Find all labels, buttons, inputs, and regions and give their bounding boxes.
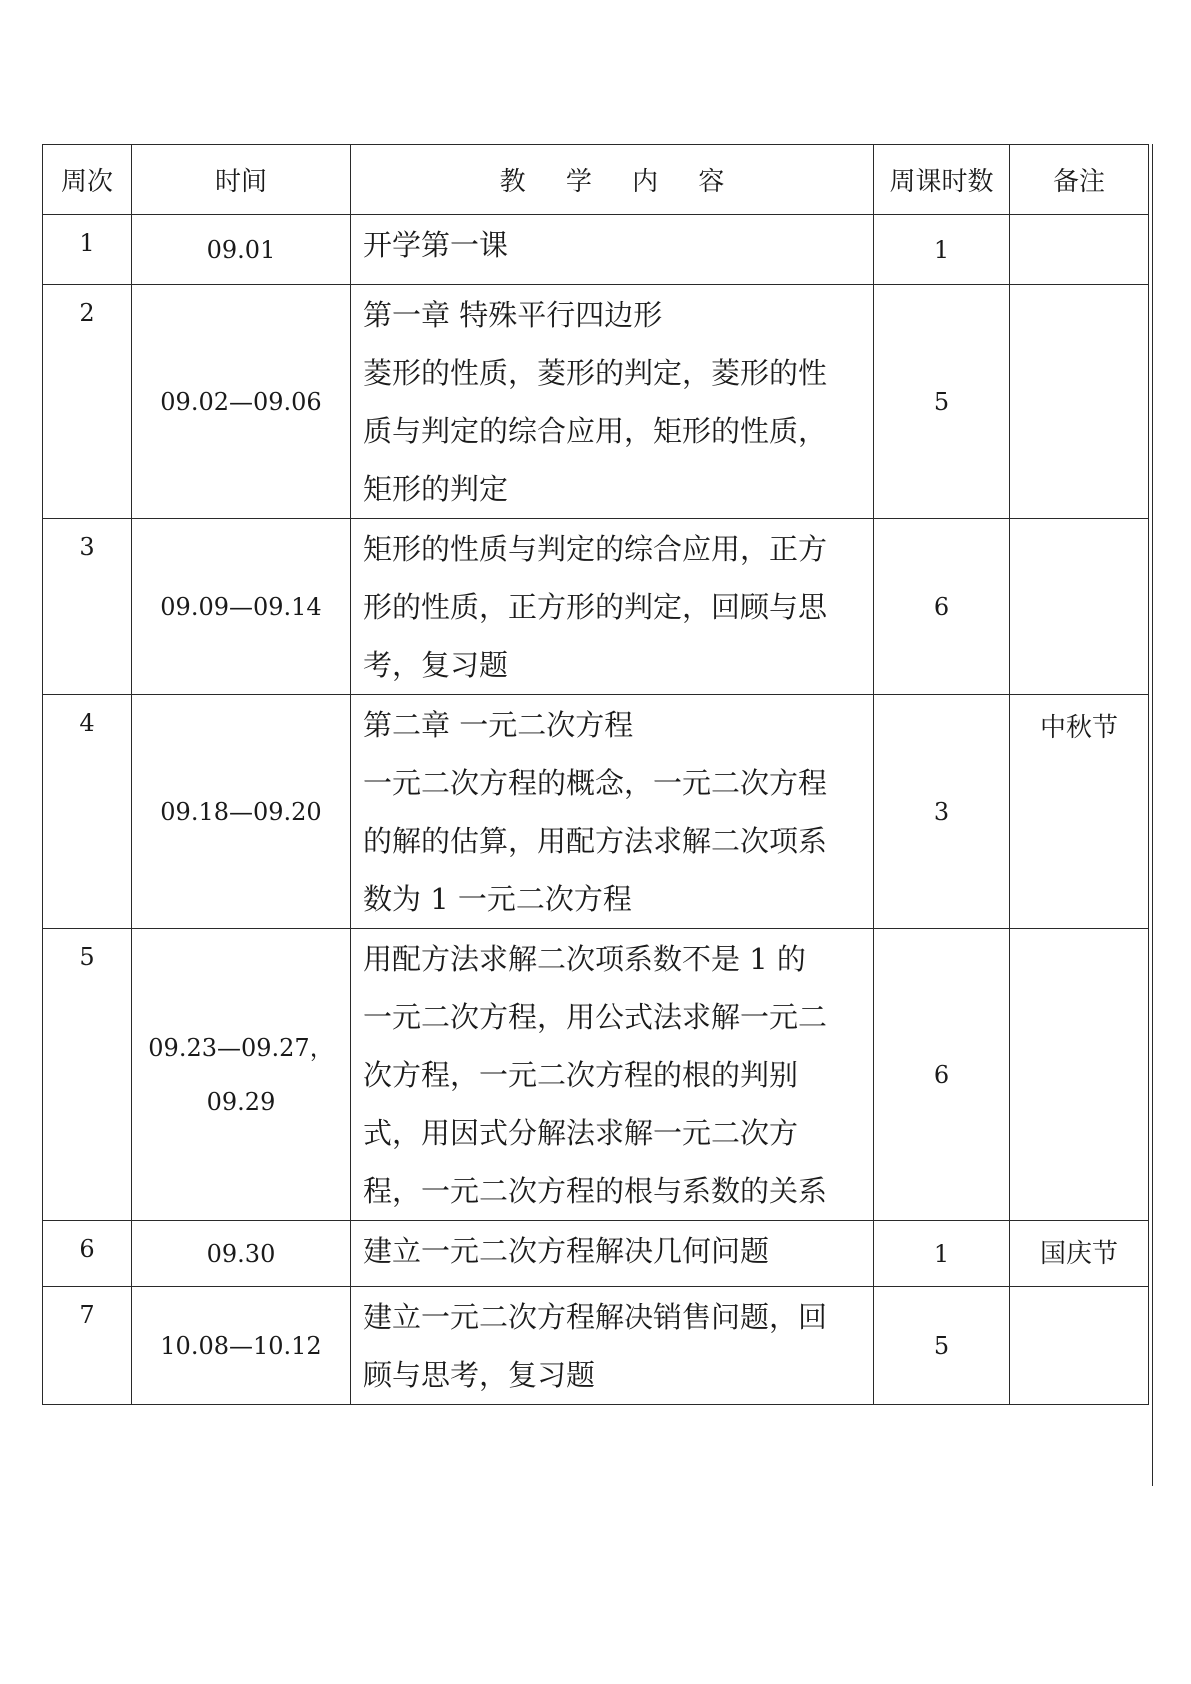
right-border-rule [1152, 144, 1153, 1486]
content-line: 矩形的性质与判定的综合应用，正方 [363, 532, 828, 566]
time-cell [132, 695, 351, 929]
note-cell [1010, 929, 1149, 1221]
note-cell [1010, 285, 1149, 519]
table-row [43, 929, 1149, 1221]
time-line: 09.02—09.06 [160, 387, 322, 416]
note-cell [1010, 1287, 1149, 1405]
time-line: 09.01 [206, 235, 276, 264]
week-cell: 7 [43, 1287, 132, 1405]
note-cell [1010, 519, 1149, 695]
content-line: 顾与思考，复习题 [363, 1358, 596, 1392]
content-cell [351, 1221, 874, 1287]
content-line: 建立一元二次方程解决销售问题，回 [363, 1300, 828, 1334]
time-cell [132, 519, 351, 695]
content-line: 第二章 一元二次方程 [363, 708, 634, 742]
content-line: 建立一元二次方程解决几何问题 [363, 1234, 770, 1268]
hours-cell: 1 [874, 1221, 1010, 1287]
content-cell [351, 929, 874, 1221]
header-content-label: 教 学 内 容 [499, 167, 741, 197]
time-line: 09.09—09.14 [160, 592, 322, 621]
time-cell [132, 215, 351, 285]
hours-cell: 5 [874, 285, 1010, 519]
table-row [43, 519, 1149, 695]
week-cell: 5 [43, 929, 132, 1221]
note-cell: 国庆节 [1010, 1221, 1149, 1287]
header-week: 周次 [43, 145, 132, 215]
header-content [351, 145, 874, 215]
content-line: 程，一元二次方程的根与系数的关系 [363, 1174, 828, 1208]
time-line: 09.29 [206, 1087, 276, 1116]
time-cell [132, 1221, 351, 1287]
time-line: 09.30 [206, 1239, 276, 1268]
time-line: 10.08—10.12 [160, 1331, 322, 1360]
week-cell: 4 [43, 695, 132, 929]
hours-cell: 6 [874, 519, 1010, 695]
content-line: 形的性质，正方形的判定，回顾与思 [363, 590, 828, 624]
time-line: 09.23—09.27， [148, 1033, 334, 1062]
header-note: 备注 [1010, 145, 1149, 215]
content-line: 质与判定的综合应用，矩形的性质， [363, 414, 828, 448]
hours-cell: 3 [874, 695, 1010, 929]
header-row [43, 145, 1149, 215]
content-line: 考，复习题 [363, 648, 509, 682]
content-line: 菱形的性质，菱形的判定，菱形的性 [363, 356, 828, 390]
content-cell [351, 215, 874, 285]
note-cell: 中秋节 [1010, 695, 1149, 929]
content-line: 第一章 特殊平行四边形 [363, 298, 663, 332]
table-row [43, 695, 1149, 929]
week-cell: 1 [43, 215, 132, 285]
header-time: 时间 [132, 145, 351, 215]
table-row [43, 215, 1149, 285]
content-cell [351, 285, 874, 519]
time-line: 09.18—09.20 [160, 797, 322, 826]
content-line: 式，用因式分解法求解一元二次方 [363, 1116, 799, 1150]
content-line: 用配方法求解二次项系数不是 1 的 [363, 942, 806, 976]
time-cell [132, 929, 351, 1221]
content-cell [351, 519, 874, 695]
week-cell: 2 [43, 285, 132, 519]
note-cell [1010, 215, 1149, 285]
content-cell [351, 695, 874, 929]
time-cell [132, 1287, 351, 1405]
content-line: 的解的估算，用配方法求解二次项系 [363, 824, 828, 858]
hours-cell: 1 [874, 215, 1010, 285]
content-line: 一元二次方程的概念，一元二次方程 [363, 766, 828, 800]
hours-cell: 5 [874, 1287, 1010, 1405]
table-row [43, 1287, 1149, 1405]
week-cell: 6 [43, 1221, 132, 1287]
week-cell: 3 [43, 519, 132, 695]
hours-cell: 6 [874, 929, 1010, 1221]
time-cell [132, 285, 351, 519]
content-line: 开学第一课 [363, 228, 509, 262]
table-row [43, 285, 1149, 519]
content-line: 次方程，一元二次方程的根的判别 [363, 1058, 799, 1092]
content-line: 一元二次方程，用公式法求解一元二 [363, 1000, 828, 1034]
schedule-table [42, 144, 1149, 1405]
content-cell [351, 1287, 874, 1405]
table-row [43, 1221, 1149, 1287]
header-hours: 周课时数 [874, 145, 1010, 215]
content-line: 矩形的判定 [363, 472, 509, 506]
content-line: 数为 1 一元二次方程 [363, 882, 632, 916]
